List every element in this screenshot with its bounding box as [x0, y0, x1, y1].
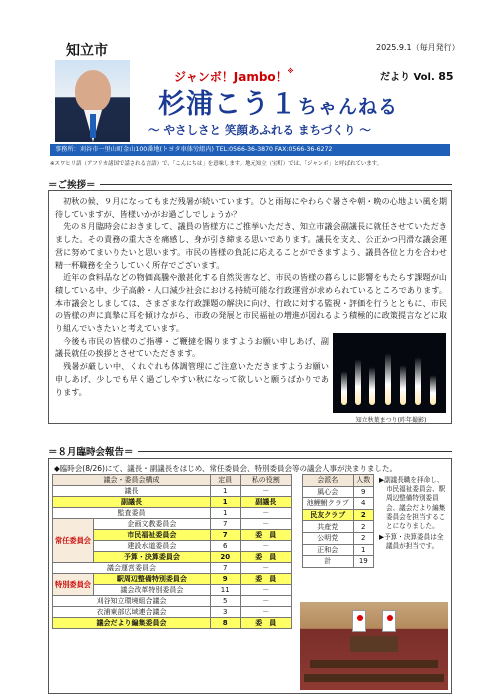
table-row: 市民福祉委員会 7 委 員	[53, 530, 292, 541]
note-item: ▶副議長職を拝命し、市民福祉委員会、駅周辺整備特別委員会、議会だより編集委員会を担当することになりました。	[379, 476, 446, 531]
slogan: ～ やさしさと 笑顔あふれる まちづくり ～	[148, 123, 371, 137]
table-row: 刈谷知立環境組合議会 5 －	[53, 596, 292, 607]
table-header: 議会・委員会構成	[53, 475, 211, 486]
table-row: 民友クラブ 2	[303, 509, 374, 521]
table-row: 計 19	[303, 556, 374, 568]
table-row: 衣浦東部広域連合議会 3 －	[53, 607, 292, 618]
profile-photo	[55, 60, 130, 142]
group-label: 常任委員会	[53, 519, 94, 563]
table-row: 公明党 2	[303, 532, 374, 544]
fireworks-photo	[333, 333, 446, 413]
greeting-paragraph: 今後も市民の皆様のご指導・ご鞭撻を賜りますようお願い申しあげ、副議長就任の挨拶とさせていただきます。	[55, 335, 329, 359]
role-notes	[379, 476, 449, 554]
greeting-paragraph: 残暑が厳しい中、くれぐれも体調管理にご注意いただきますようお願い申しあげ、少しでも早く過ごしやすい秋になって欲しいと願うばかりであります。	[55, 361, 329, 397]
table-row: 常任委員会 企画文教委員会 7 －	[53, 519, 292, 530]
party-table	[302, 474, 374, 568]
meeting-heading: ＝８月臨時会報告＝	[48, 444, 452, 458]
table-header: 会派名	[303, 475, 354, 487]
greeting-paragraph: 近年の食料品などの物価高騰や激甚化する自然災害など、市民の皆様の暮らしに影響をもたらす課題が山積している中、少子高齢・人口減少社会における持続可能な行政運営が求められているところであります。本市議会としましては、さまざまな行政課題の解決に向け、行政に対する監視・評価を行うとともに、市民の皆様の声に真摯に耳を傾けながら、市政の発展と市民福祉の増進が図れるよう積極的に政策提言などに取り組んでいきたいと考えています。	[55, 272, 447, 334]
office-address-bar: 事務所：刈谷市一里山町金山100番地(トヨタ車体労組内) TEL:0566-36-3870 FAX:0566-36-6272	[50, 144, 450, 156]
group-label: 特別委員会	[53, 574, 94, 596]
table-row: 特別委員会 駅周辺整備特別委員会 9 委 員	[53, 574, 292, 585]
greeting-paragraph: 初秋の候、９月になってもまだ残暑が続いています。ひと雨毎にやわらぐ暑さや朝・晩の心地よい風を期待していますが、皆様いかがお過ごしでしょうか？	[55, 196, 447, 219]
table-row: 議長 1 －	[53, 486, 292, 497]
greeting-paragraph: 先の８月臨時会におきまして、議員の皆様方にご推挙いただき、知立市議会副議長に就任させていただきました。その責務の重大さを痛感し、身が引き締まる思いであります。議長を支え、公正かつ円滑な議会運営に努めてまいりたいと思います。市民の皆様の負託に応えることができますよう、議員各位と力を合わせ精一杯職務を全うしていく所存でございます。	[55, 221, 447, 270]
region-label: 知立市	[66, 43, 108, 59]
table-header: 人数	[353, 475, 373, 487]
table-row: 池鯉鮒クラブ 4	[303, 498, 374, 510]
note-item: ▶予算・決算委員は全議員が担当です。	[379, 533, 444, 551]
table-row: 副議長 1 副議長	[53, 497, 292, 508]
council-chamber-photo	[300, 602, 448, 690]
table-row: 監査委員 1 －	[53, 508, 292, 519]
table-row: 正和会 1	[303, 544, 374, 556]
table-row: 議会運営委員会 7 －	[53, 563, 292, 574]
meeting-intro: ◆臨時会(8/26)にて、議長・副議長をはじめ、常任委員会、特別委員会等の議会人事が決まりました。	[54, 464, 398, 473]
table-row: 風心会 9	[303, 486, 374, 498]
greeting-heading: ＝ご挨拶＝	[48, 177, 452, 191]
volume-number: だより Vol. 85	[380, 70, 454, 83]
committee-table	[52, 474, 292, 629]
table-row: 予算・決算委員会 20 委 員	[53, 552, 292, 563]
greeting-jambo: ジャンボ！Jambo！※	[174, 68, 294, 84]
photo-caption: 知立秋葉まつり(昨年撮影)	[355, 417, 427, 424]
issue-date: 2025.9.1（毎月発行）	[376, 43, 460, 52]
table-row: 共産党 2	[303, 521, 374, 533]
table-row: 議会だより編集委員会 8 委 員	[53, 618, 292, 629]
footnote: ※スワヒリ語（アフリカ諸国で話される言語）で、「こんにちは」を意味します。地元知立（宝町）では、「ジャンボ」と呼ばれています。	[50, 161, 382, 167]
table-row: 建設水道委員会 6 －	[53, 541, 292, 552]
table-header: 定員	[210, 475, 240, 486]
table-row: 議会改革特別委員会 11 －	[53, 585, 292, 596]
table-header: 私の役割	[240, 475, 291, 486]
newsletter-title: 杉浦こう１ちゃんねる	[158, 89, 399, 120]
